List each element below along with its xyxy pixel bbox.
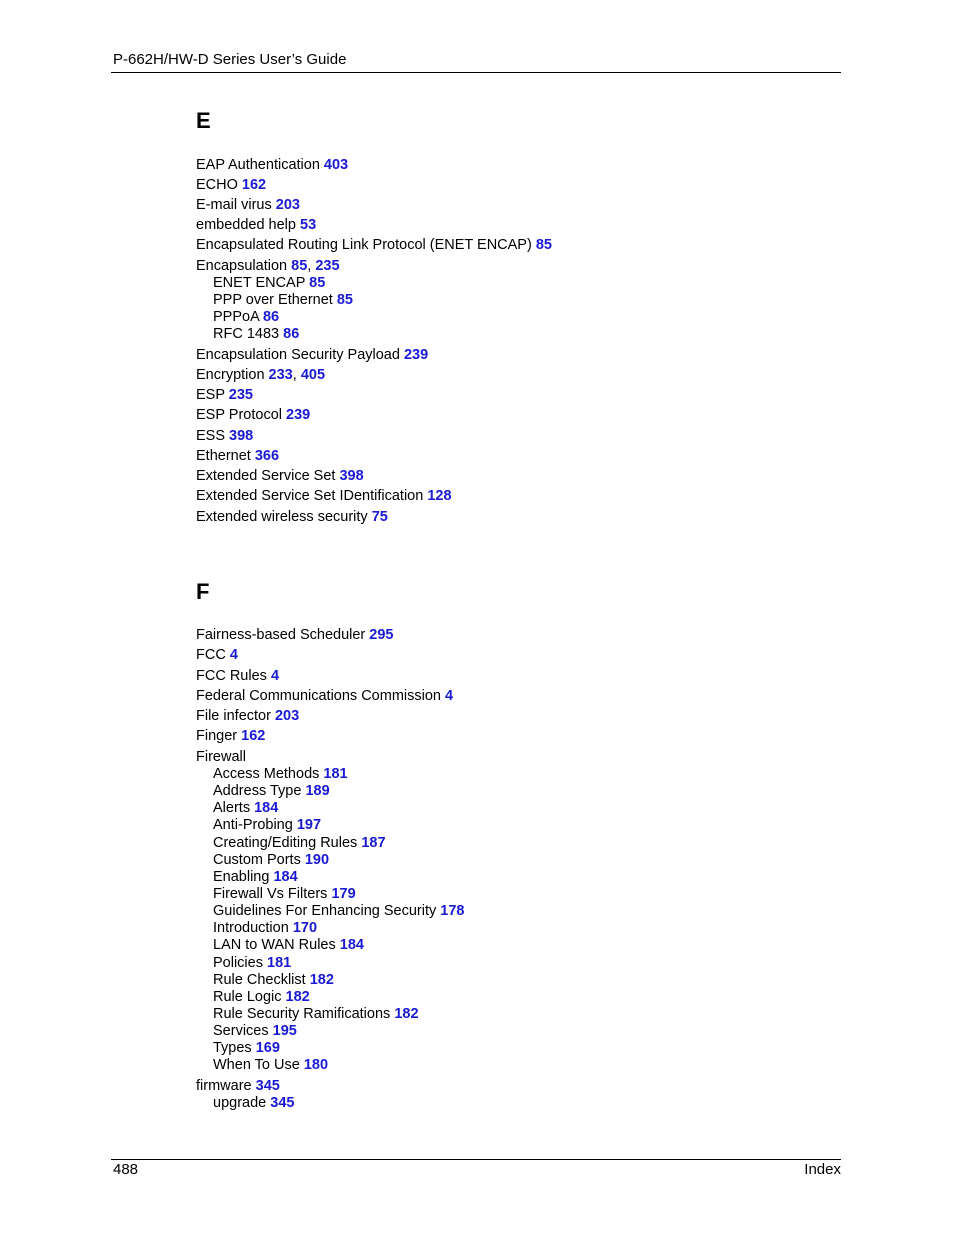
index-entry <box>196 689 453 704</box>
page-link[interactable]: 182 <box>394 1006 419 1022</box>
page-link[interactable]: 184 <box>254 800 279 816</box>
index-entry <box>196 259 340 274</box>
entry-term: When To Use <box>213 1057 304 1073</box>
page-link[interactable]: 75 <box>371 509 388 525</box>
index-entry <box>196 469 364 484</box>
entry-term: firmware <box>196 1078 256 1094</box>
page-link[interactable]: 345 <box>270 1095 295 1111</box>
page-link[interactable]: 4 <box>270 668 280 684</box>
page-link[interactable]: 4 <box>445 688 454 704</box>
entry-term: Address Type <box>213 783 306 799</box>
page-link[interactable]: 203 <box>275 197 300 213</box>
page-link[interactable]: 203 <box>274 708 300 724</box>
index-subentry <box>213 327 299 342</box>
page-link[interactable]: 178 <box>440 903 465 919</box>
entry-term: ENET ENCAP <box>213 275 310 291</box>
entry-term: Enabling <box>213 869 274 885</box>
entry-term: ECHO <box>196 177 242 193</box>
entry-term: File infector <box>196 708 275 724</box>
page-link[interactable]: 190 <box>304 852 330 868</box>
entry-term: Policies <box>213 955 267 971</box>
page-link[interactable]: 187 <box>361 835 386 851</box>
page-link[interactable]: 398 <box>339 468 364 484</box>
page-link[interactable]: 86 <box>283 326 300 342</box>
page-link[interactable]: 366 <box>254 448 280 464</box>
footer-section: Index <box>804 1161 841 1178</box>
index-entry <box>196 449 279 464</box>
entry-term: Rule Checklist <box>213 972 310 988</box>
index-entry <box>196 198 300 213</box>
page-link[interactable]: 239 <box>286 407 311 423</box>
page-link[interactable]: 239 <box>403 347 429 363</box>
page-link[interactable]: 85 <box>291 258 308 274</box>
page-link[interactable]: 53 <box>300 217 317 233</box>
page-link[interactable]: 197 <box>296 817 322 833</box>
index-entry <box>196 238 552 253</box>
page-link[interactable]: 184 <box>339 937 364 953</box>
page-link[interactable]: 189 <box>305 783 330 799</box>
index-subentry <box>213 1024 297 1039</box>
index-entry <box>196 510 388 525</box>
header-rule <box>111 72 841 73</box>
page-link[interactable]: 295 <box>369 627 394 643</box>
entry-term: Fairness-based Scheduler <box>196 627 370 643</box>
index-entry <box>196 408 310 423</box>
entry-term: ESP Protocol <box>196 407 287 423</box>
index-entry <box>196 218 316 233</box>
page-link[interactable]: 170 <box>292 920 318 936</box>
entry-term: Finger <box>196 728 242 744</box>
page-link[interactable]: 180 <box>303 1057 329 1073</box>
page-link[interactable]: 235 <box>228 387 253 403</box>
entry-term: Introduction <box>213 920 293 936</box>
index-entry <box>196 178 266 193</box>
entry-term: Encryption <box>196 367 269 383</box>
entry-term: Custom Ports <box>213 852 305 868</box>
entry-term: PPP over Ethernet <box>213 292 337 308</box>
entry-term: Creating/Editing Rules <box>213 835 362 851</box>
index-entry <box>196 669 279 684</box>
index-subentry <box>213 1007 419 1022</box>
entry-term: FCC Rules <box>196 668 271 684</box>
index-entry <box>196 709 299 724</box>
entry-term: Encapsulated Routing Link Protocol (ENET ENCAP) <box>196 237 536 253</box>
page-link[interactable]: 181 <box>267 955 292 971</box>
entry-term: Ethernet <box>196 448 255 464</box>
page-link[interactable]: 179 <box>331 886 356 902</box>
running-header: P-662H/HW-D Series User’s Guide <box>113 51 347 68</box>
index-subentry <box>213 938 364 953</box>
entry-term: Firewall Vs Filters <box>213 886 332 902</box>
entry-term: PPPoA <box>213 309 263 325</box>
entry-term: Extended Service Set IDentification <box>196 488 428 504</box>
page-link[interactable]: 128 <box>427 488 452 504</box>
section-letter: E <box>196 108 211 133</box>
page-link[interactable]: 405 <box>300 367 326 383</box>
entry-term: ESP <box>196 387 229 403</box>
page-separator: , <box>307 258 316 274</box>
entry-term: LAN to WAN Rules <box>213 937 340 953</box>
entry-term: ESS <box>196 428 230 444</box>
entry-term: Types <box>213 1040 256 1056</box>
index-entry <box>196 489 452 504</box>
index-subentry <box>213 801 278 816</box>
section-letter: F <box>196 579 210 604</box>
page-link[interactable]: 162 <box>241 177 267 193</box>
index-entry <box>196 628 394 643</box>
page-link[interactable]: 86 <box>262 309 280 325</box>
index-subentry <box>213 870 298 885</box>
page-link[interactable]: 162 <box>241 728 266 744</box>
index-subentry <box>213 836 386 851</box>
entry-term: EAP Authentication <box>196 157 324 173</box>
entry-term: Rule Logic <box>213 989 286 1005</box>
entry-term: Federal Communications Commission <box>196 688 445 704</box>
index-subentry <box>213 310 279 325</box>
entry-term: upgrade <box>213 1095 271 1111</box>
page-link[interactable]: 85 <box>336 292 353 308</box>
index-entry <box>196 1079 280 1094</box>
page-link[interactable]: 195 <box>272 1023 297 1039</box>
entry-term: Encapsulation Security Payload <box>196 347 404 363</box>
page-link[interactable]: 403 <box>323 157 349 173</box>
index-subentry <box>213 276 325 291</box>
page-link[interactable]: 85 <box>309 275 326 291</box>
entry-term: FCC <box>196 647 230 663</box>
page-number: 488 <box>113 1161 139 1178</box>
entry-term: embedded help <box>196 217 300 233</box>
index-subentry <box>213 1058 328 1073</box>
index-entry <box>196 388 253 403</box>
index-entry <box>196 429 253 444</box>
index-subentry <box>213 887 356 902</box>
page-link[interactable]: 233 <box>268 367 293 383</box>
entry-term: Services <box>213 1023 273 1039</box>
entry-term: Extended wireless security <box>196 509 372 525</box>
footer-rule <box>111 1159 841 1160</box>
page-link[interactable]: 235 <box>315 258 340 274</box>
page-link[interactable]: 345 <box>255 1078 280 1094</box>
index-entry <box>196 368 325 383</box>
index-subentry <box>213 767 348 782</box>
entry-term: Rule Security Ramifications <box>213 1006 395 1022</box>
index-subentry <box>213 1096 294 1111</box>
entry-term: Encapsulation <box>196 258 292 274</box>
page-link[interactable]: 85 <box>535 237 552 253</box>
index-subentry <box>213 904 465 919</box>
page-link[interactable]: 184 <box>273 869 298 885</box>
index-subentry <box>213 818 321 833</box>
index-section-f <box>196 581 209 603</box>
page-link[interactable]: 169 <box>255 1040 280 1056</box>
entry-term: E-mail virus <box>196 197 276 213</box>
index-subentry <box>213 921 317 936</box>
index-subentry <box>213 973 334 988</box>
index-subentry <box>213 853 329 868</box>
entry-term: Extended Service Set <box>196 468 340 484</box>
page-separator: , <box>292 367 301 383</box>
index-entry <box>196 750 246 765</box>
entry-term: RFC 1483 <box>213 326 284 342</box>
entry-term: Anti-Probing <box>213 817 297 833</box>
entry-term: Guidelines For Enhancing Security <box>213 903 441 919</box>
index-subentry <box>213 990 310 1005</box>
index-subentry <box>213 956 291 971</box>
page-link[interactable]: 182 <box>285 989 310 1005</box>
index-entry <box>196 158 348 173</box>
page-link[interactable]: 4 <box>229 647 238 663</box>
page-link[interactable]: 182 <box>309 972 334 988</box>
entry-term: Firewall <box>196 749 246 765</box>
index-subentry <box>213 1041 280 1056</box>
index-section-e <box>196 110 211 132</box>
index-entry <box>196 348 428 363</box>
index-subentry <box>213 784 330 799</box>
index-entry <box>196 729 265 744</box>
entry-term: Access Methods <box>213 766 324 782</box>
page-link[interactable]: 398 <box>229 428 254 444</box>
page-link[interactable]: 181 <box>323 766 348 782</box>
index-entry <box>196 648 238 663</box>
entry-term: Alerts <box>213 800 255 816</box>
index-subentry <box>213 293 353 308</box>
